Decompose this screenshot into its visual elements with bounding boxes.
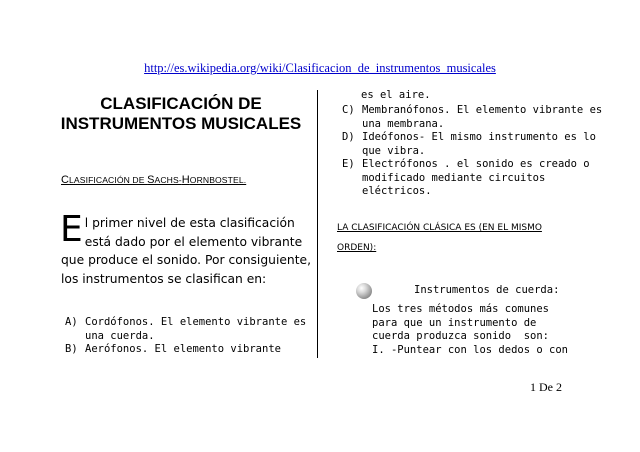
list-item-text: Ideófonos- El mismo instrumento es lo que vibra.	[362, 131, 596, 157]
strings-heading: Instrumentos de cuerda:	[414, 284, 560, 296]
subtitle-cap: S	[147, 174, 155, 186]
list-item	[342, 104, 612, 131]
list-marker: D)	[342, 131, 355, 143]
title-line-2: INSTRUMENTOS MUSICALES	[60, 114, 302, 133]
instrument-class-list-right	[342, 104, 612, 199]
instrument-class-list-left	[65, 316, 320, 357]
subtitle-smallcaps: LASIFICACIÓN DE	[69, 175, 148, 185]
subtitle-cap: C	[61, 174, 70, 186]
intro-paragraph	[60, 209, 323, 288]
drop-cap-letter: E	[60, 209, 83, 250]
section-subtitle-sachs-hornbostel	[61, 174, 246, 186]
source-url-link[interactable]: http://es.wikipedia.org/wiki/Clasificacion_de_instrumentos_musicales	[144, 61, 496, 75]
list-item	[65, 343, 320, 357]
list-item-text: Aerófonos. El elemento vibrante	[85, 343, 281, 355]
list-item-text: Electrófonos . el sonido es creado o modificado mediante circuitos eléctricos.	[362, 158, 590, 197]
intro-text: l primer nivel de esta clasificación está dado por el elemento vibrante que produce el sonido. Por consiguiente, los instrumentos se clasifican en:	[61, 216, 312, 286]
subtitle-smallcaps: ORNBOSTEL.	[189, 175, 247, 185]
list-marker: C)	[342, 104, 355, 116]
subtitle-cap: H	[181, 174, 190, 186]
list-item-text: Membranófonos. El elemento vibrante es una membrana.	[362, 104, 603, 130]
title-line-1: CLASIFICACIÓN DE	[100, 94, 262, 113]
document-title	[46, 94, 316, 134]
page-number: 1 De 2	[530, 380, 562, 394]
list-item	[65, 316, 320, 343]
list-marker: B)	[65, 343, 78, 355]
list-item	[342, 131, 612, 158]
list-item	[342, 158, 612, 199]
list-item-text: Cordófonos. El elemento vibrante es una cuerda.	[85, 316, 307, 342]
list-continuation-text: es el aire.	[361, 89, 431, 101]
subtitle-smallcaps: ACHS-	[154, 175, 182, 185]
strings-body-text: Los tres métodos más comunes para que un instrumento de cuerda produzca sonido son: I. -Puntear con los dedos o con	[372, 303, 568, 356]
column-divider	[317, 90, 318, 358]
section-subtitle-classic: LA CLASIFICACIÓN CLÁSICA ES (EN EL MISMO ORDEN):	[337, 223, 542, 253]
list-marker: A)	[65, 316, 78, 328]
list-marker: E)	[342, 158, 355, 170]
sphere-bullet-icon	[356, 283, 372, 299]
